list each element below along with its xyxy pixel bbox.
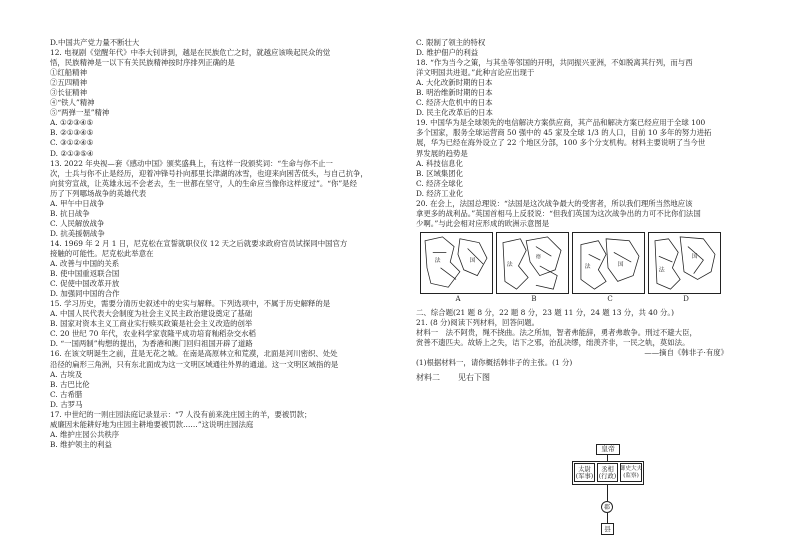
map-option-c	[572, 232, 645, 294]
right-text-line: 展，华为已经在海外设立了 22 个地区分部，100 多个分支机构。材料主要说明了当今世	[416, 138, 706, 148]
left-text-line: C. ③①②④⑤	[50, 138, 94, 148]
left-text-line: B. 古巴比伦	[50, 379, 90, 389]
right-bottom-text-line: (1)根据材料一，请你概括韩非子的主张。(1 分)	[416, 358, 573, 368]
left-text-line: C. 人民解放战争	[50, 218, 105, 228]
left-text-line: A. 甲午中日战争	[50, 198, 105, 208]
left-text-line: C. 20 世纪 70 年代，农业科学家袁隆平成功培育籼稻杂交水稻	[50, 329, 256, 339]
right-bottom-text-line: 赏善不遗匹夫。故矫上之失，诘下之邪，治乱决缪，绌羡齐非，一民之轨，莫如法。	[416, 338, 690, 348]
left-text-line: A. ①②③④⑤	[50, 118, 94, 128]
map-option-b	[496, 232, 569, 294]
chancellor-box: 丞相 (行政)	[597, 463, 618, 482]
right-text-line: C. 经济大危机中的日本	[416, 98, 493, 108]
right-text-line: D. 维护佃户的利益	[416, 48, 479, 58]
right-text-line: 18. “作为当今之策，与其坐等邻国的开明，共同振兴亚洲，不如脱离其行列，而与西	[416, 58, 693, 68]
right-text-line: 拿更多的战利品。”英国首相马上反驳说：“但我们英国为这次战争出的力可不比你们法国	[416, 208, 701, 218]
left-text-line: A. 改善与中国的关系	[50, 259, 120, 269]
right-text-line: A. 大化改新时期的日本	[416, 78, 493, 88]
commandery-circle: 郡	[601, 501, 613, 513]
map-label-d: D	[683, 294, 689, 303]
europe-map-options	[420, 232, 746, 294]
right-text-line: 少啊。”与此会相对应形成的欧洲示意图是	[416, 218, 550, 228]
map-label-c: C	[607, 294, 613, 303]
map-option-labels	[420, 294, 746, 304]
left-text-line: ②五四精神	[50, 78, 87, 88]
left-text-line: 威廉因未能耕好地为庄园主耕地要被罚款……”这说明庄园法庭	[50, 419, 254, 429]
right-column-bottom	[416, 308, 746, 368]
map-label-b: B	[531, 294, 537, 303]
left-text-line: D. 加强同中国的合作	[50, 289, 120, 299]
censor-box: 御史大夫 (监察)	[620, 463, 642, 482]
left-text-line: B. ②①③④⑤	[50, 128, 94, 138]
map-option-a	[420, 232, 493, 294]
left-text-line: 15. 学习历史，需要分清历史叙述中的史实与解释。下列选项中，不属于历史解释的是	[50, 299, 331, 309]
left-text-line: ③长征精神	[50, 88, 87, 98]
left-text-line: 16. 在该文明诞生之前，苴是无花之城。在南是高原林立和荒漠，北面是河川密织、处处	[50, 349, 338, 359]
right-text-line: C. 限制了领主的特权	[416, 38, 486, 47]
left-text-line: D. ②①③⑤④	[50, 148, 94, 158]
svg-text:法: 法	[434, 257, 441, 264]
right-bottom-text-line: ——摘自《韩非子·有度》	[644, 348, 728, 358]
left-text-line: 向贫穷宣战，让英雄永远不会老去，生一世都在坚守，人的生命应当像你这样度过”。“你”是经	[50, 178, 357, 188]
left-text-line: 17. 中世纪的一则庄园法庭记录显示：“7 人没有前来洗庄园主的羊，要被罚款；	[50, 409, 312, 419]
right-text-line: D. 民主化改革后的日本	[416, 108, 493, 118]
map-label-a: A	[455, 294, 461, 303]
right-bottom-text-line: 21. (8 分)阅读下列材料，回答问题。	[416, 317, 540, 327]
left-text-line: ⑤“两弹一星”精神	[50, 108, 110, 118]
left-text-line: 13. 2022 年央视—套《感动中国》颁奖盛典上，有这样一段颁奖词：“生命与你不止一	[50, 158, 333, 168]
left-text-line: B. 使中国重返联合国	[50, 269, 120, 279]
emperor-box: 皇帝	[596, 444, 620, 455]
left-text-line: A. 维护庄园公共秩序	[50, 429, 120, 439]
left-text-line: 悟，民族精神是一以下有关民族精神按时序排列正确的是	[50, 58, 235, 68]
left-text-line: C. 促使中国改革开放	[50, 279, 120, 289]
right-bottom-text-line: 材料一 法不阿贵，绳不挠曲。法之所加，智者弗能辞，勇者弗敢争。刑过不避大臣，	[416, 327, 697, 337]
left-text-line: B. 国家对资本主义工商业实行赎买政策是社会主义改造的创举	[50, 319, 253, 329]
map-option-d	[648, 232, 721, 294]
svg-text:法: 法	[584, 263, 591, 270]
qin-government-diagram	[570, 444, 646, 536]
right-text-line: B. 区域集团化	[416, 168, 464, 178]
left-text-line: C. 古希腊	[50, 389, 83, 399]
right-column	[416, 38, 746, 384]
right-text-line: C. 经济全球化	[416, 178, 464, 188]
right-text-line: B. 明治维新时期的日本	[416, 88, 493, 98]
left-text-line: B. 维护领主的利益	[50, 439, 112, 449]
left-text-line: D.中国共产党力量不断壮大	[50, 38, 140, 47]
material2-caption	[416, 372, 746, 384]
left-text-line: ④“铁人”精神	[50, 98, 95, 108]
left-text-line: 14. 1969 年 2 月 1 日，尼克松在宣誓就职仪仪 12 天之后就要求政府官员试探同中国官方	[50, 238, 348, 248]
left-text-line: D. 抗美援朝战争	[50, 228, 105, 238]
left-text-line: A. 古埃及	[50, 369, 83, 379]
right-column-top	[416, 38, 746, 229]
right-text-line: 20. 在会上，法国总理说：“法国是这次战争最大的受害者，所以我们理所当然地应该	[416, 198, 693, 208]
left-column	[50, 38, 380, 450]
left-text-line: D. 古罗马	[50, 399, 83, 409]
left-text-line: ①红船精神	[50, 68, 87, 78]
left-text-line: 沿径的扁形三角洲，只有东北面成为这一文明区域通往外界的通道。这一文明区域指的是	[50, 359, 339, 369]
right-text-line: D. 经济工业化	[416, 188, 464, 198]
material2-text: 见右下图	[458, 373, 490, 383]
left-text-line: A. 中国人民代表大会制度为社会主义民主政治建设奠定了基础	[50, 309, 253, 319]
right-text-line: 多个国家，服务全球运营商 50 强中的 45 家及全球 1/3 的人口，目前 10 多年的努力进拓	[416, 128, 712, 138]
left-text-line: 历了下列哪场战争的英雄代表	[50, 188, 147, 198]
svg-text:国: 国	[469, 257, 476, 264]
svg-text:国: 国	[691, 254, 698, 261]
svg-text:德: 德	[535, 255, 541, 261]
taiwei-box: 太尉 (军事)	[574, 463, 595, 482]
left-text-line: 12. 电视剧《觉醒年代》中李大钊讲到，越是在民族危亡之时，就越应该唤起民众的觉	[50, 48, 331, 58]
svg-text:法: 法	[506, 261, 513, 268]
right-bottom-text-line: 二、综合题(21 题 8 分，22 题 8 分，23 题 11 分，24 题 13 分，共 40 分。)	[416, 307, 675, 317]
svg-text:法: 法	[658, 267, 665, 274]
county-box: 县	[601, 523, 614, 535]
material2-label: 材料二	[416, 373, 440, 383]
left-text-line: 次，士兵与你不止是经历，迎着冲锋号扑向那里长津湖的冰雪，也迎来向困苦低头，与自己抗争，	[50, 168, 368, 178]
left-text-line: D. “一国两制”构想的提出，为香港和澳门回归祖国开辟了道路	[50, 339, 253, 349]
right-text-line: 洋文明国共进退。”此种言论应出现于	[416, 68, 535, 78]
svg-text:国: 国	[617, 261, 624, 268]
right-text-line: 界发展的趋势是	[416, 148, 468, 158]
left-text-line: 接触的可能性。尼克松此举意在	[50, 248, 154, 258]
left-text-line: B. 抗日战争	[50, 208, 90, 218]
right-text-line: 19. 中国华为是全球领先的电信解决方案供应商，其产品和解决方案已经应用于全球 100	[416, 118, 706, 128]
right-text-line: A. 科技信息化	[416, 158, 463, 168]
